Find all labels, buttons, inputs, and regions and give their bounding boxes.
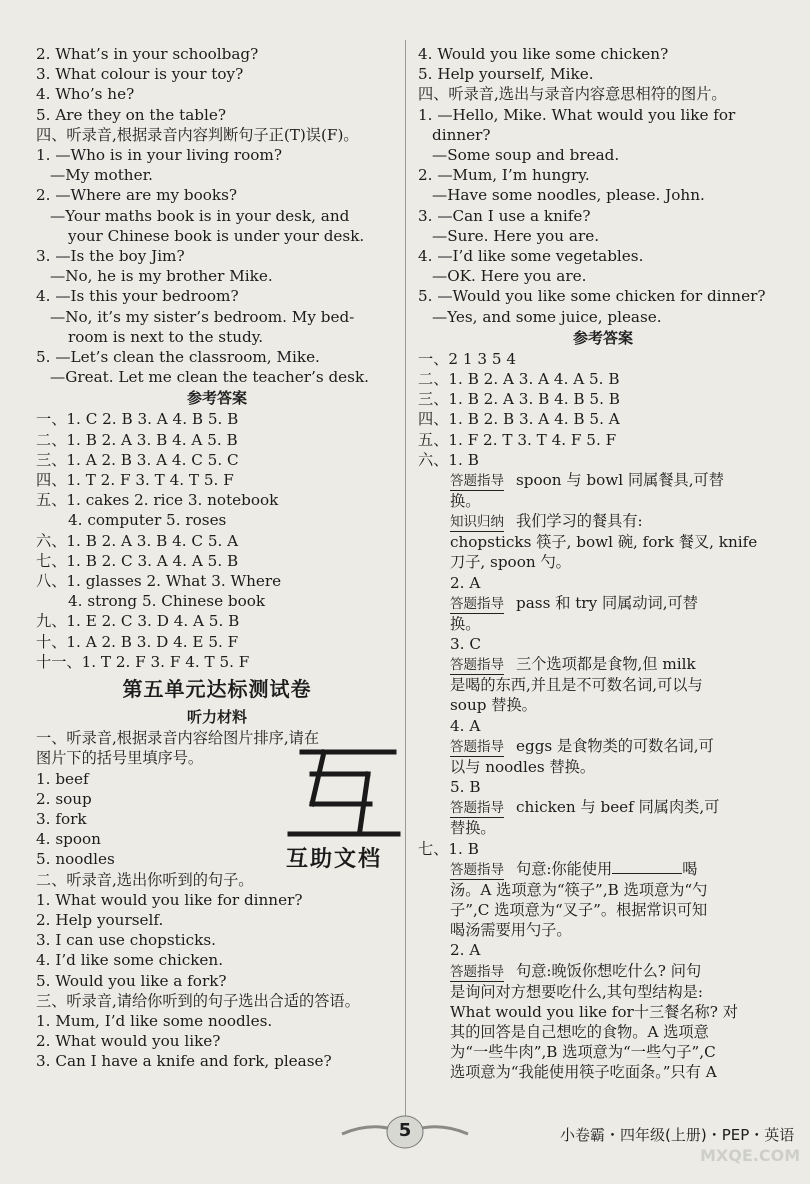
section-heading: 四、听录音,选出与录音内容意思相符的图片。 [418, 85, 727, 104]
text-line: 图片下的括号里填序号。 [36, 749, 204, 768]
answers-heading: 参考答案 [572, 328, 633, 347]
knowledge-text: 我们学习的餐具有: [516, 512, 643, 531]
text-line: room is next to the study. [68, 327, 264, 346]
text-line: 3. Can I have a knife and fork, please? [36, 1052, 332, 1071]
text-line: 1. beef [36, 769, 89, 788]
answer-line: 2. A [450, 941, 481, 960]
text-line: —No, it’s my sister’s bedroom. My bed- [50, 307, 355, 326]
answer-line: 九、1. E 2. C 3. D 4. A 5. B [36, 612, 240, 631]
guide-text: 换。 [450, 492, 481, 511]
stamp-text: 互助文档 [286, 847, 383, 872]
answer-line: 五、1. cakes 2. rice 3. notebook [36, 491, 279, 510]
guide-text: pass 和 try 同属动词,可替 [516, 593, 698, 612]
guide-text: 喝 [682, 859, 698, 878]
guide-text: 句意:晚饭你想吃什么? 问句 [516, 961, 702, 980]
guide-tag: 答题指导 [450, 861, 504, 878]
answer-line: 三、1. B 2. A 3. B 4. B 5. B [418, 390, 620, 409]
text-line: 4. spoon [36, 830, 101, 849]
text-line: 5. Help yourself, Mike. [418, 65, 594, 84]
answer-blank [612, 859, 682, 874]
answer-line: 一、2 1 3 5 4 [418, 349, 516, 368]
section-heading: 四、听录音,根据录音内容判断句子正(T)误(F)。 [36, 125, 359, 144]
guide-text: 替换。 [450, 819, 496, 838]
guide-text: 是喝的东西,并且是不可数名词,可以与 [450, 676, 703, 695]
guide-text: 子”,C 选项意为“叉子”。根据常识可知 [450, 900, 708, 919]
text-line: 1. Mum, I’d like some noodles. [36, 1011, 273, 1030]
guide-text: 其的回答是自己想吃的食物。A 选项意 [450, 1022, 709, 1041]
text-line: 2. What would you like? [36, 1032, 221, 1051]
guide-text: spoon 与 bowl 同属餐具,可替 [516, 471, 724, 490]
guide-text: 三个选项都是食物,但 milk [516, 655, 696, 674]
answer-line: 5. B [450, 778, 481, 797]
text-line: —Your maths book is in your desk, and [50, 206, 350, 225]
section-heading: 二、听录音,选出你听到的句子。 [36, 870, 254, 889]
book-label: 小卷霸・四年级(上册)・PEP・英语 [560, 1126, 795, 1144]
text-line: 3. What colour is your toy? [36, 65, 244, 84]
guide-text: 喝汤需要用勺子。 [450, 921, 572, 940]
guide-text: 为“一些牛肉”,B 选项意为“一些勺子”,C [450, 1043, 716, 1062]
guide-text: soup 替换。 [450, 696, 537, 715]
right-column [418, 44, 788, 1083]
guide-text: 句意:你能使用 [516, 859, 613, 878]
text-line: 5. Are they on the table? [36, 105, 226, 124]
text-line: 2. What’s in your schoolbag? [36, 45, 259, 63]
guide-text: What would you like for十三餐名称? 对 [450, 1002, 738, 1021]
text-line: —My mother. [50, 166, 153, 185]
text-line: —Sure. Here you are. [432, 226, 600, 245]
guide-text: eggs 是食物类的可数名词,可 [516, 736, 714, 755]
text-line: 1. What would you like for dinner? [36, 890, 303, 909]
text-line: 4. —I’d like some vegetables. [418, 247, 644, 266]
answer-line: 七、1. B [418, 839, 479, 858]
text-line: 5. noodles [36, 850, 115, 869]
answer-line: 四、1. B 2. B 3. A 4. B 5. A [418, 410, 620, 429]
answer-line: 4. strong 5. Chinese book [68, 592, 266, 611]
text-line: 5. Would you like a fork? [36, 971, 227, 990]
text-line: 4. Who’s he? [36, 85, 135, 104]
text-line: —Some soup and bread. [432, 146, 620, 165]
text-line: 2. —Mum, I’m hungry. [418, 166, 590, 185]
unit-title: 第五单元达标测试卷 [122, 677, 312, 702]
guide-tag: 答题指导 [450, 738, 504, 755]
guide-tag: 答题指导 [450, 800, 504, 817]
text-line: 5. —Let’s clean the classroom, Mike. [36, 348, 320, 367]
answer-line: 六、1. B 2. A 3. B 4. C 5. A [36, 531, 239, 550]
answer-line: 二、1. B 2. A 3. A 4. A 5. B [418, 370, 620, 389]
text-line: 4. I’d like some chicken. [36, 951, 224, 970]
answer-line: 六、1. B [418, 450, 479, 469]
answer-line: 2. A [450, 573, 481, 592]
watermark: MXQE.COM [700, 1146, 801, 1165]
answer-line: 十、1. A 2. B 3. D 4. E 5. F [36, 632, 239, 651]
text-line: —Yes, and some juice, please. [432, 307, 662, 326]
text-line: 2. soup [36, 789, 92, 808]
text-line: 4. Would you like some chicken? [418, 45, 669, 63]
guide-tag: 答题指导 [450, 963, 504, 980]
text-line: 3. I can use chopsticks. [36, 931, 216, 950]
listening-heading: 听力材料 [186, 708, 247, 727]
answer-line: 三、1. A 2. B 3. A 4. C 5. C [36, 450, 239, 469]
knowledge-text: chopsticks 筷子, bowl 碗, fork 餐叉, knife [450, 533, 758, 552]
text-line: 4. —Is this your bedroom? [36, 287, 239, 306]
answer-line: 一、1. C 2. B 3. A 4. B 5. B [36, 410, 239, 429]
guide-text: 是询问对方想要吃什么,其句型结构是: [450, 982, 703, 1001]
section-heading: 一、听录音,根据录音内容给图片排序,请在 [36, 729, 320, 748]
section-heading: 三、听录音,请给你听到的句子选出合适的答语。 [36, 991, 360, 1010]
answer-line: 3. C [450, 635, 481, 654]
guide-text: 选项意为“我能使用筷子吃面条。”只有 A [450, 1063, 717, 1082]
guide-tag: 答题指导 [450, 657, 504, 674]
answer-line: 4. computer 5. roses [68, 511, 227, 530]
text-line: your Chinese book is under your desk. [68, 226, 365, 245]
answer-line: 五、1. F 2. T 3. T 4. F 5. F [418, 430, 617, 449]
guide-text: 汤。A 选项意为“筷子”,B 选项意为“勺 [450, 880, 708, 899]
answer-line: 4. A [450, 716, 481, 735]
guide-text: chicken 与 beef 同属肉类,可 [516, 798, 720, 817]
knowledge-tag: 知识归纳 [450, 514, 504, 531]
page-number: 5 [398, 1120, 412, 1141]
guide-tag: 答题指导 [450, 473, 504, 490]
text-line: —No, he is my brother Mike. [50, 267, 273, 286]
answer-line: 二、1. B 2. A 3. B 4. A 5. B [36, 430, 238, 449]
knowledge-text: 刀子, spoon 勺。 [450, 553, 571, 572]
answer-line: 四、1. T 2. F 3. T 4. T 5. F [36, 471, 234, 490]
answer-line: 八、1. glasses 2. What 3. Where [36, 572, 282, 591]
text-line: dinner? [432, 125, 491, 144]
text-line: 1. —Hello, Mike. What would you like for [418, 105, 736, 124]
text-line: 2. Help yourself. [36, 910, 164, 929]
answers-heading: 参考答案 [186, 389, 247, 408]
answer-line: 十一、1. T 2. F 3. F 4. T 5. F [36, 652, 250, 671]
text-line: 2. —Where are my books? [36, 186, 238, 205]
text-line: 1. —Who is in your living room? [36, 146, 282, 165]
guide-text: 以与 noodles 替换。 [450, 757, 596, 776]
text-line: 3. fork [36, 809, 87, 828]
text-line: 3. —Can I use a knife? [418, 206, 591, 225]
text-line: —OK. Here you are. [432, 267, 587, 286]
text-line: 3. —Is the boy Jim? [36, 247, 185, 266]
column-divider [405, 40, 406, 1120]
text-line: —Have some noodles, please. John. [432, 186, 705, 205]
text-line: —Great. Let me clean the teacher’s desk. [50, 368, 369, 387]
left-column [36, 44, 398, 1072]
answer-line: 七、1. B 2. C 3. A 4. A 5. B [36, 551, 239, 570]
guide-text: 换。 [450, 614, 481, 633]
text-line: 5. —Would you like some chicken for dinner? [418, 287, 766, 306]
guide-tag: 答题指导 [450, 595, 504, 612]
